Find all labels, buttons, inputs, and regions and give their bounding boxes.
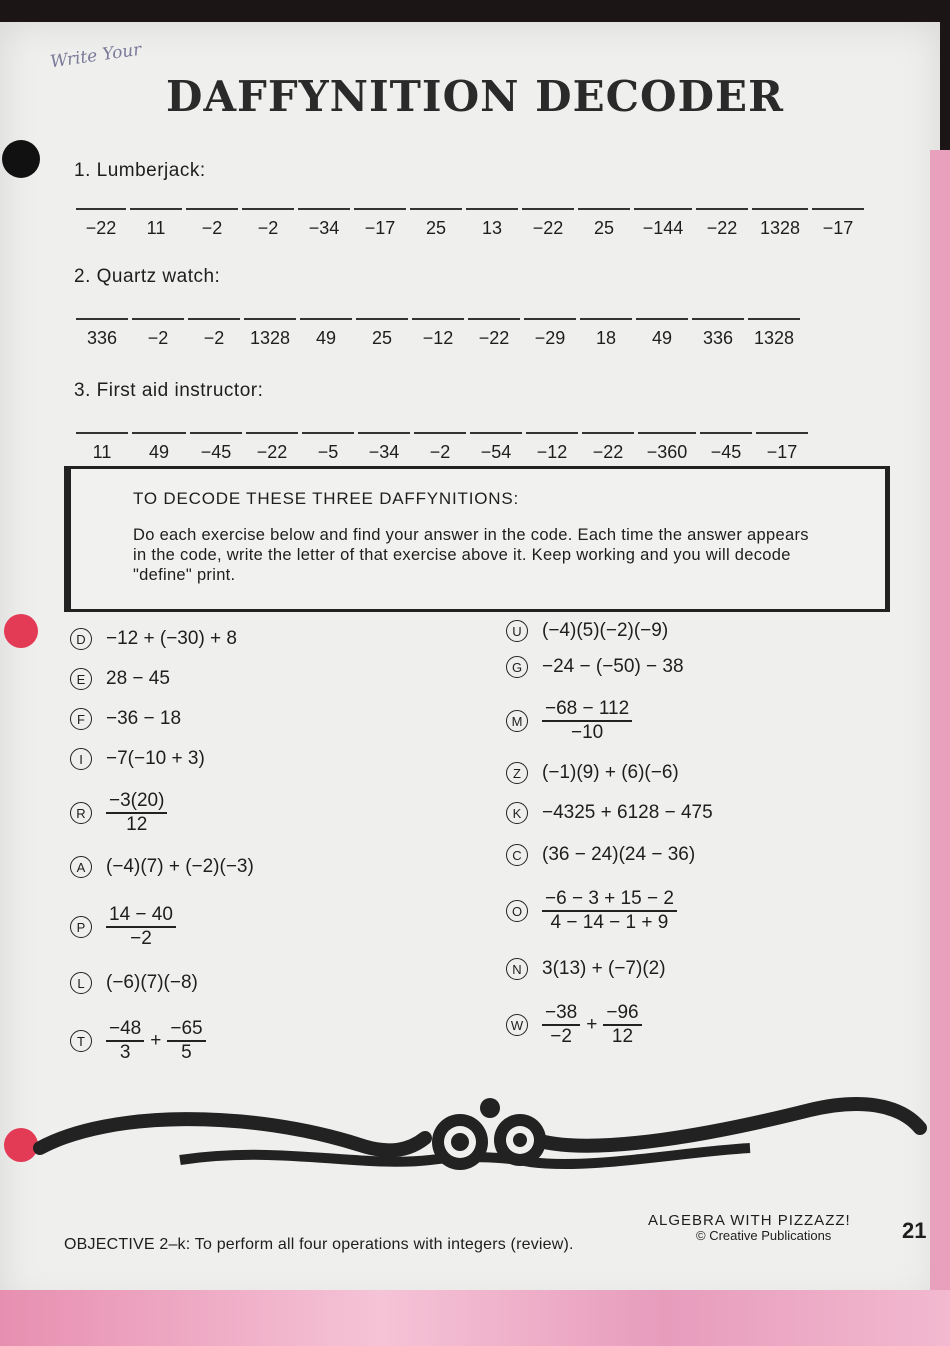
answer-blank[interactable]: 336 xyxy=(76,318,128,348)
answer-blank[interactable]: 25 xyxy=(410,208,462,238)
letter-n-circle: N xyxy=(506,958,528,980)
exercise-t-fraction-1 xyxy=(106,1018,144,1064)
answer-blank[interactable]: 1328 xyxy=(752,208,808,238)
fraction-denominator: 12 xyxy=(126,814,148,835)
answer-blank[interactable]: −17 xyxy=(812,208,864,238)
letter-w-circle: W xyxy=(506,1014,528,1036)
exercise-z xyxy=(506,762,679,784)
answer-blank[interactable]: −2 xyxy=(242,208,294,238)
exercise-u xyxy=(506,620,668,642)
exercise-d-expression: −12 + (−30) + 8 xyxy=(106,628,237,649)
exercise-f-expression: −36 − 18 xyxy=(106,708,182,729)
page-number: 21 xyxy=(902,1218,927,1243)
exercise-c-expression: (36 − 24)(24 − 36) xyxy=(542,844,696,865)
book-title: ALGEBRA WITH PIZZAZZ! xyxy=(648,1212,851,1229)
puzzle-1-blanks xyxy=(76,208,868,238)
answer-blank[interactable]: −5 xyxy=(302,432,354,462)
answer-blank[interactable]: 25 xyxy=(356,318,408,348)
background-pink-edge xyxy=(930,150,950,1300)
letter-l-circle: L xyxy=(70,972,92,994)
exercise-t xyxy=(70,1018,206,1064)
answer-blank[interactable]: −2 xyxy=(414,432,466,462)
answer-blank[interactable]: −2 xyxy=(132,318,184,348)
exercise-g-expression: −24 − (−50) − 38 xyxy=(542,656,684,677)
answer-blank[interactable]: −2 xyxy=(186,208,238,238)
fraction-numerator: 14 − 40 xyxy=(106,904,176,928)
letter-g-circle: G xyxy=(506,656,528,678)
handwritten-scrawl: Write Your xyxy=(49,39,143,73)
exercise-z-expression: (−1)(9) + (6)(−6) xyxy=(542,762,679,783)
fraction-denominator: 4 − 14 − 1 + 9 xyxy=(550,912,669,933)
answer-blank[interactable]: 1328 xyxy=(244,318,296,348)
letter-e-circle: E xyxy=(70,668,92,690)
answer-blank[interactable]: 18 xyxy=(580,318,632,348)
answer-blank[interactable]: −12 xyxy=(412,318,464,348)
answer-blank[interactable]: −34 xyxy=(298,208,350,238)
fraction-denominator: −2 xyxy=(550,1026,572,1047)
instructions-text: Do each exercise below and find your answer in the code. Each time the answer appears in the code, write the letter of that exercise above it. Keep working and you will decode "define" print. xyxy=(133,526,809,584)
fraction-denominator: −10 xyxy=(570,722,604,743)
exercise-a xyxy=(70,856,254,878)
puzzle-3-prompt: 3. First aid instructor: xyxy=(74,380,264,401)
answer-blank[interactable]: 13 xyxy=(466,208,518,238)
answer-blank[interactable]: −12 xyxy=(526,432,578,462)
binder-hole-middle xyxy=(4,614,38,648)
objective-text: OBJECTIVE 2–k: To perform all four operations with integers (review). xyxy=(64,1236,574,1253)
answer-blank[interactable]: −54 xyxy=(470,432,522,462)
puzzle-2-blanks xyxy=(76,318,804,348)
answer-blank[interactable]: −360 xyxy=(638,432,696,462)
exercise-t-fraction-2 xyxy=(167,1018,205,1064)
fraction-denominator: 3 xyxy=(119,1042,131,1063)
decorative-flourish xyxy=(30,1090,930,1180)
answer-blank[interactable]: −34 xyxy=(358,432,410,462)
exercise-e xyxy=(70,668,170,690)
answer-blank[interactable]: −29 xyxy=(524,318,576,348)
background-pink-cloth xyxy=(0,1290,950,1346)
exercise-i-expression: −7(−10 + 3) xyxy=(106,748,205,769)
letter-p-circle: P xyxy=(70,916,92,938)
exercise-u-expression: (−4)(5)(−2)(−9) xyxy=(542,620,669,641)
answer-blank[interactable]: −22 xyxy=(246,432,298,462)
exercise-w-fraction-1 xyxy=(542,1002,580,1048)
exercise-n xyxy=(506,958,666,980)
letter-d-circle: D xyxy=(70,628,92,650)
letter-c-circle: C xyxy=(506,844,528,866)
exercise-p xyxy=(70,904,176,950)
answer-blank[interactable]: 25 xyxy=(578,208,630,238)
exercise-l-expression: (−6)(7)(−8) xyxy=(106,972,198,993)
exercise-n-expression: 3(13) + (−7)(2) xyxy=(542,958,666,979)
answer-blank[interactable]: −22 xyxy=(76,208,126,238)
letter-o-circle: O xyxy=(506,900,528,922)
puzzle-3-blanks xyxy=(76,432,812,462)
exercise-o xyxy=(506,888,677,934)
fraction-numerator: −38 xyxy=(542,1002,580,1026)
exercise-m xyxy=(506,698,632,744)
answer-blank[interactable]: −22 xyxy=(696,208,748,238)
answer-blank[interactable]: 49 xyxy=(636,318,688,348)
answer-blank[interactable]: −45 xyxy=(700,432,752,462)
answer-blank[interactable]: 336 xyxy=(692,318,744,348)
exercise-e-expression: 28 − 45 xyxy=(106,668,170,689)
fraction-numerator: −96 xyxy=(603,1002,641,1026)
plus-sign: + xyxy=(586,1014,598,1035)
fraction-numerator: −65 xyxy=(167,1018,205,1042)
answer-blank[interactable]: 1328 xyxy=(748,318,800,348)
letter-u-circle: U xyxy=(506,620,528,642)
letter-a-circle: A xyxy=(70,856,92,878)
letter-z-circle: Z xyxy=(506,762,528,784)
exercise-m-fraction xyxy=(542,698,632,744)
exercise-k-expression: −4325 + 6128 − 475 xyxy=(542,802,713,823)
exercise-i xyxy=(70,748,205,770)
puzzle-2-prompt: 2. Quartz watch: xyxy=(74,266,221,287)
exercise-r xyxy=(70,790,167,836)
answer-blank[interactable]: 11 xyxy=(76,432,128,462)
answer-blank[interactable]: −22 xyxy=(582,432,634,462)
fraction-numerator: −3(20) xyxy=(106,790,167,814)
exercise-w-fraction-2 xyxy=(603,1002,641,1048)
fraction-numerator: −48 xyxy=(106,1018,144,1042)
letter-r-circle: R xyxy=(70,802,92,824)
answer-blank[interactable]: −2 xyxy=(188,318,240,348)
instructions-box xyxy=(64,466,890,612)
exercise-f xyxy=(70,708,181,730)
exercise-o-fraction xyxy=(542,888,677,934)
page-title: DAFFYNITION DECODER xyxy=(166,72,784,121)
exercise-p-fraction xyxy=(106,904,176,950)
plus-sign: + xyxy=(150,1030,162,1051)
letter-i-circle: I xyxy=(70,748,92,770)
puzzle-1-prompt: 1. Lumberjack: xyxy=(74,160,206,181)
exercise-g xyxy=(506,656,684,678)
fraction-denominator: −2 xyxy=(130,928,152,949)
fraction-numerator: −6 − 3 + 15 − 2 xyxy=(542,888,677,912)
fraction-numerator: −68 − 112 xyxy=(542,698,632,722)
letter-k-circle: K xyxy=(506,802,528,824)
answer-blank[interactable]: −144 xyxy=(634,208,692,238)
answer-blank[interactable]: 11 xyxy=(130,208,182,238)
binder-hole-top xyxy=(2,140,40,178)
answer-blank[interactable]: −22 xyxy=(468,318,520,348)
publisher-credit: © Creative Publications xyxy=(696,1228,832,1243)
letter-f-circle: F xyxy=(70,708,92,730)
exercise-w xyxy=(506,1002,642,1048)
exercise-d xyxy=(70,628,237,650)
exercise-r-fraction xyxy=(106,790,167,836)
answer-blank[interactable]: −17 xyxy=(354,208,406,238)
exercise-a-expression: (−4)(7) + (−2)(−3) xyxy=(106,856,254,877)
answer-blank[interactable]: −17 xyxy=(756,432,808,462)
answer-blank[interactable]: −45 xyxy=(190,432,242,462)
letter-t-circle: T xyxy=(70,1030,92,1052)
instructions-title: TO DECODE THESE THREE DAFFYNITIONS: xyxy=(133,489,519,508)
fraction-denominator: 12 xyxy=(611,1026,634,1047)
exercise-c xyxy=(506,844,695,866)
exercise-l xyxy=(70,972,198,994)
fraction-denominator: 5 xyxy=(181,1042,192,1063)
answer-blank[interactable]: 49 xyxy=(132,432,186,462)
answer-blank[interactable]: 49 xyxy=(300,318,352,348)
exercise-k xyxy=(506,802,713,824)
letter-m-circle: M xyxy=(506,710,528,732)
answer-blank[interactable]: −22 xyxy=(522,208,574,238)
